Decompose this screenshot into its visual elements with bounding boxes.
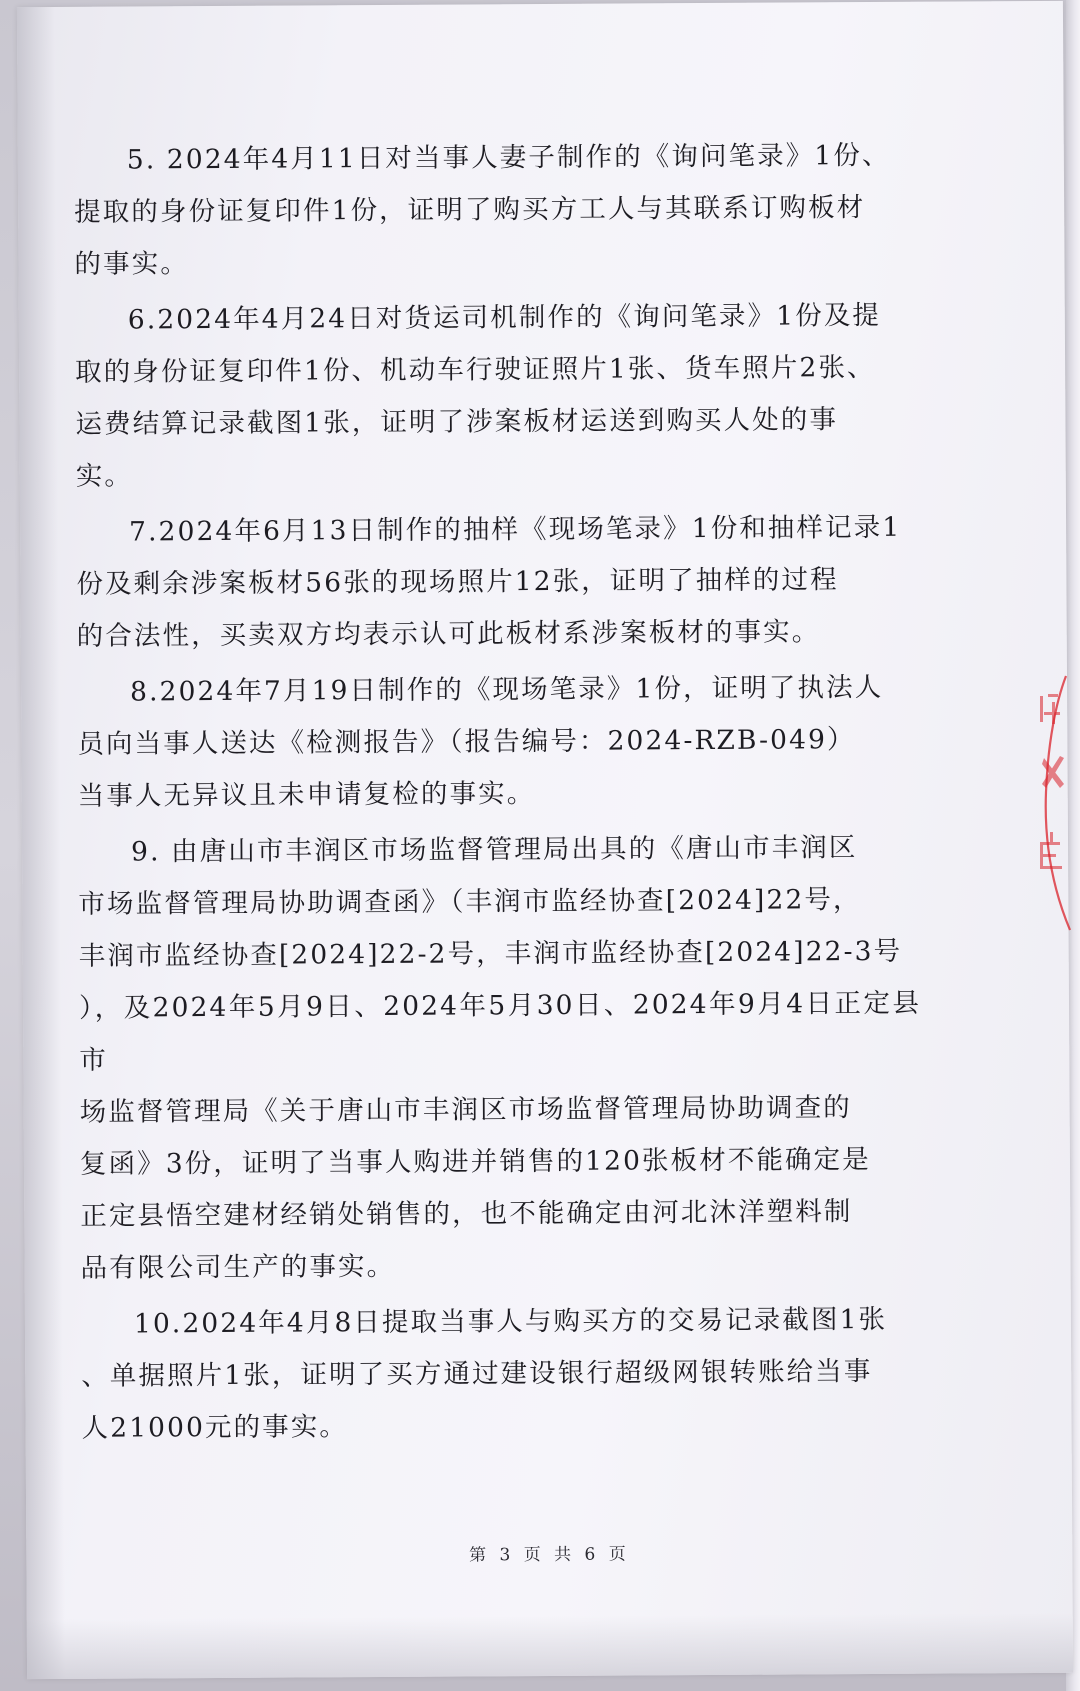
text-line: 品有限公司生产的事实。 [80,1250,396,1284]
text-line: 6.2024年4月24日对货运司机制作的《询问笔录》1份及提 [127,299,882,336]
text-line: 丰润市监经协查[2024]22-2号，丰润市监经协查[2024]22-3号 [78,935,903,972]
text-line: 员向当事人送达《检测报告》（报告编号：2024-RZB-049） [77,724,856,760]
text-line: 5. 2024年4月11日对当事人妻子制作的《询问笔录》1份、 [126,139,891,176]
document-page [17,1,1073,1679]
evidence-paragraph-8 [77,662,920,823]
text-line: 、单据照片1张，证明了买方通过建设银行超级网银转账给当事 [81,1356,873,1392]
text-line: 当事人无异议且未申请复检的事实。 [77,778,536,812]
text-line: 场监督管理局《关于唐山市丰润区市场监督管理局协助调查的 [79,1092,852,1128]
document-body [74,130,924,1455]
text-line: 正定县悟空建材经销处销售的，也不能确定由河北沐洋塑料制 [80,1196,853,1232]
text-line: 取的身份证复印件1份、机动车行驶证照片1张、货车照片2张、 [75,351,876,388]
text-line: 7.2024年6月13日制作的抽样《现场笔录》1份和抽样记录1 [129,511,902,548]
evidence-paragraph-5 [74,130,917,291]
page-bottom-shade [27,1613,1073,1679]
text-line: 复函》3份，证明了当事人购进并销售的120张板材不能确定是 [79,1144,871,1180]
text-line: 提取的身份证复印件1份，证明了购买方工人与其联系订购板材 [74,192,866,228]
text-line: 的事实。 [74,248,189,280]
text-line: ），及2024年5月9日、2024年5月30日、2024年9月4日正定县市 [78,987,922,1076]
evidence-paragraph-9 [78,822,923,1295]
page-fold-shadow [17,7,65,1679]
text-line: 份及剩余涉案板材56张的现场照片12张，证明了抽样的过程 [76,564,839,600]
text-line: 9. 由唐山市丰润区市场监督管理局出具的《唐山市丰润区 [130,832,858,868]
text-line: 运费结算记录截图1张，证明了涉案板材运送到购买人处的事 [75,404,839,440]
evidence-paragraph-10 [81,1294,924,1455]
text-line: 的合法性，买卖双方均表示认可此板材系涉案板材的事实。 [76,616,821,652]
text-line: 市场监督管理局协助调查函》（丰润市监经协查[2024]22号， [78,884,862,920]
text-line: 8.2024年7月19日制作的《现场笔录》1份，证明了执法人 [129,671,884,708]
red-seal-stamp-fragment [1026,672,1080,932]
evidence-paragraph-6 [75,290,918,503]
text-line: 人21000元的事实。 [81,1411,349,1444]
page-number: 第 3 页 共 6 页 [468,1544,630,1566]
text-line: 10.2024年4月8日提取当事人与购买方的交易记录截图1张 [133,1303,888,1340]
text-line: 实。 [75,460,134,492]
evidence-paragraph-7 [76,502,919,663]
